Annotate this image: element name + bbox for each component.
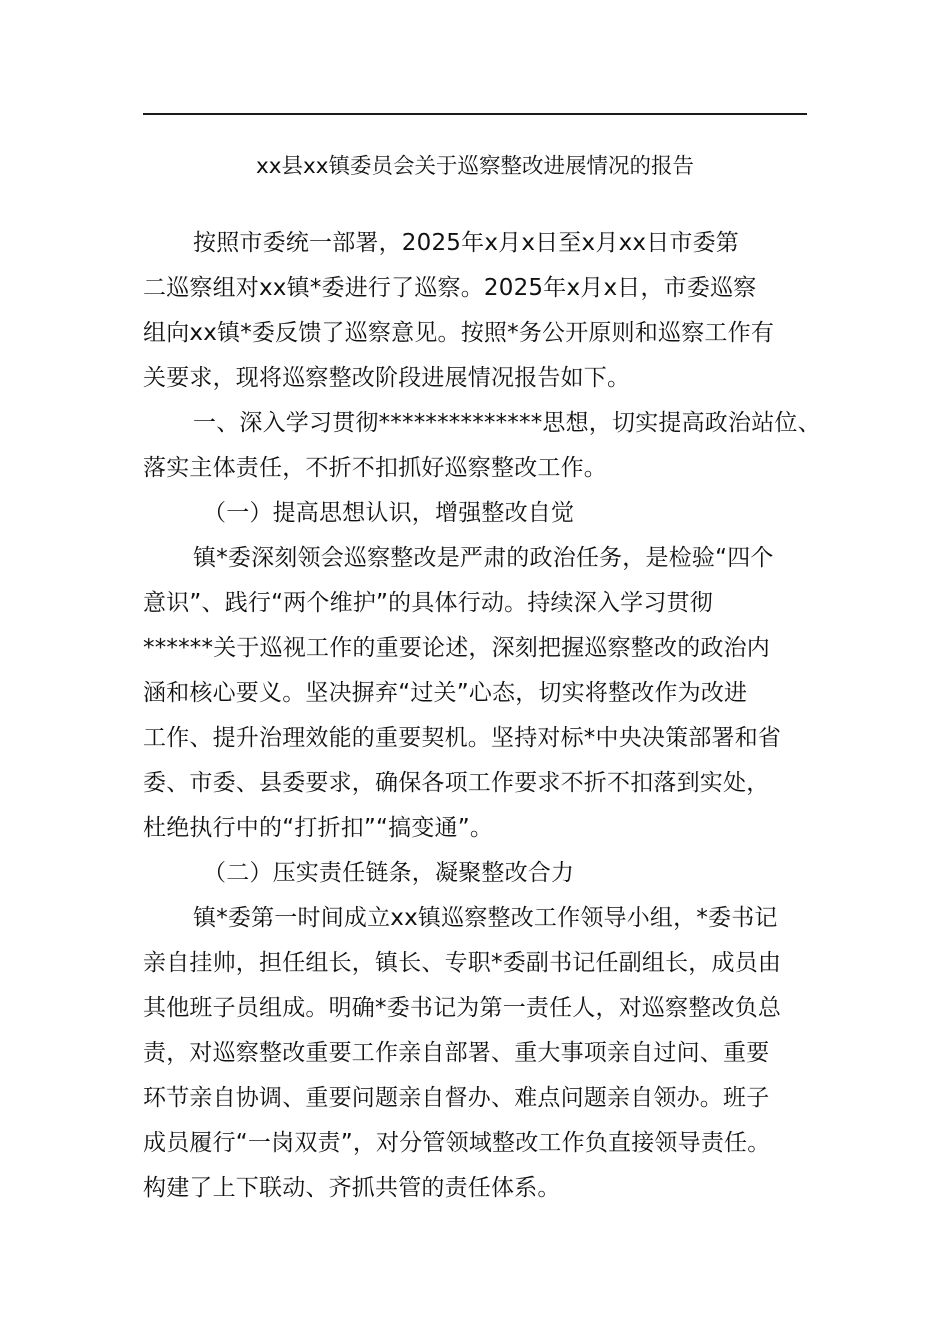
paragraph-line: 涵和核心要义。坚决摒弃“过关”心态，切实将整改作为改进 bbox=[143, 680, 748, 706]
paragraph-line: 镇*委深刻领会巡察整改是严肃的政治任务，是检验“四个 bbox=[193, 545, 774, 571]
paragraph-line: 按照市委统一部署，2025年x月x日至x月xx日市委第 bbox=[193, 230, 739, 256]
paragraph-line: 成员履行“一岗双责”，对分管领域整改工作负直接领导责任。 bbox=[143, 1130, 771, 1156]
paragraph-line: 关要求，现将巡察整改阶段进展情况报告如下。 bbox=[143, 365, 631, 391]
paragraph-line: 亲自挂帅，担任组长，镇长、专职*委副书记任副组长，成员由 bbox=[143, 950, 782, 976]
subsection-heading: （一）提高思想认识，增强整改自觉 bbox=[203, 500, 575, 526]
section-heading-line: 落实主体责任，不折不扣抓好巡察整改工作。 bbox=[143, 455, 607, 481]
paragraph-line: 意识”、践行“两个维护”的具体行动。持续深入学习贯彻 bbox=[143, 590, 713, 616]
subsection-heading: （二）压实责任链条，凝聚整改合力 bbox=[203, 860, 575, 886]
paragraph-line: 二巡察组对xx镇*委进行了巡察。2025年x月x日，市委巡察 bbox=[143, 275, 757, 301]
section-heading-line: 一、深入学习贯彻**************思想，切实提高政治站位、 bbox=[193, 410, 821, 436]
paragraph-line: 组向xx镇*委反馈了巡察意见。按照*务公开原则和巡察工作有 bbox=[143, 320, 775, 346]
header-rule bbox=[143, 113, 807, 115]
paragraph-line: ******关于巡视工作的重要论述，深刻把握巡察整改的政治内 bbox=[143, 635, 770, 661]
paragraph-line: 构建了上下联动、齐抓共管的责任体系。 bbox=[143, 1175, 561, 1201]
paragraph-line: 委、市委、县委要求，确保各项工作要求不折不扣落到实处， bbox=[143, 770, 770, 796]
paragraph-line: 其他班子员组成。明确*委书记为第一责任人，对巡察整改负总 bbox=[143, 995, 782, 1021]
paragraph-line: 责，对巡察整改重要工作亲自部署、重大事项亲自过问、重要 bbox=[143, 1040, 770, 1066]
paragraph-line: 环节亲自协调、重要问题亲自督办、难点问题亲自领办。班子 bbox=[143, 1085, 770, 1111]
paragraph-line: 镇*委第一时间成立xx镇巡察整改工作领导小组，*委书记 bbox=[193, 905, 778, 931]
paragraph-line: 工作、提升治理效能的重要契机。坚持对标*中央决策部署和省 bbox=[143, 725, 782, 751]
document-title: xx县xx镇委员会关于巡察整改进展情况的报告 bbox=[256, 154, 694, 179]
paragraph-line: 杜绝执行中的“打折扣”“搞变通”。 bbox=[143, 815, 494, 841]
